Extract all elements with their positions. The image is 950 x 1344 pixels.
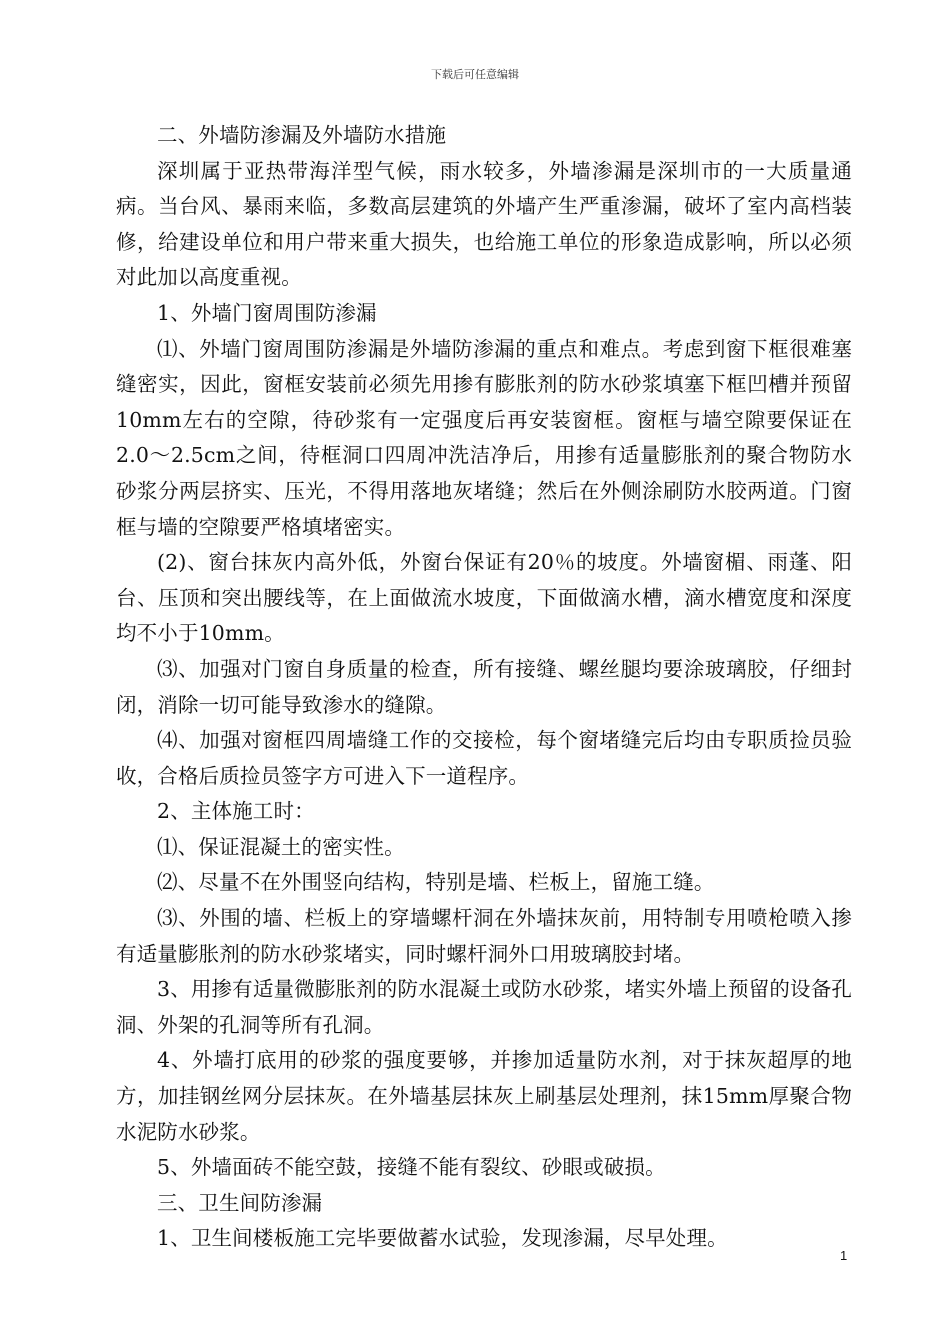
item-2-paragraph: (2)、窗台抹灰内高外低，外窗台保证有20％的坡度。外墙窗楣、雨蓬、阳台、压顶和突出腰线等，在上面做流水坡度，下面做滴水槽，滴水槽宽度和深度均不小于10mm。: [116, 550, 852, 646]
point-4-paragraph: 4、外墙打底用的砂浆的强度要够，并掺加适量防水剂，对于抹灰超厚的地方，加挂钢丝网分层抹灰。在外墙基层抹灰上刷基层处理剂，抹15mm厚聚合物水泥防水砂浆。: [116, 1048, 852, 1144]
item-4-paragraph: ⑷、加强对窗框四周墙缝工作的交接检，每个窗堵缝完后均由专职质捡员验收，合格后质捡员签字方可进入下一道程序。: [116, 728, 852, 788]
page-number: 1: [840, 1248, 848, 1263]
document-body: [116, 118, 852, 1257]
construction-item-3: ⑶、外围的墙、栏板上的穿墙螺杆洞在外墙抹灰前，用特制专用喷枪喷入掺有适量膨胀剂的防水砂浆堵实，同时螺杆洞外口用玻璃胶封堵。: [116, 906, 852, 966]
point-5-paragraph: 5、外墙面砖不能空鼓，接缝不能有裂纹、砂眼或破损。: [157, 1155, 666, 1180]
construction-item-1: ⑴、保证混凝土的密实性。: [157, 834, 405, 859]
subheading-main-construction: 2、主体施工时：: [157, 799, 315, 824]
point-3-paragraph: 3、用掺有适量微膨胀剂的防水混凝土或防水砂浆，堵实外墙上预留的设备孔洞、外架的孔洞等所有孔洞。: [116, 977, 852, 1037]
section-heading-exterior-wall: 二、外墙防渗漏及外墙防水措施: [157, 123, 447, 147]
header-note: 下载后可任意编辑: [431, 68, 519, 81]
intro-paragraph: 深圳属于亚热带海洋型气候，雨水较多，外墙渗漏是深圳市的一大质量通病。当台风、暴雨来临，多数高层建筑的外墙产生严重渗漏，破坏了室内高档装修，给建设单位和用户带来重大损失，也给施工单位的形象造成影响，所以必须对此加以高度重视。: [116, 158, 852, 290]
section-heading-bathroom: 三、卫生间防渗漏: [157, 1190, 323, 1215]
bathroom-item-1: 1、卫生间楼板施工完毕要做蓄水试验，发现渗漏，尽早处理。: [157, 1226, 728, 1251]
subheading-door-window: 1、外墙门窗周围防渗漏: [157, 300, 377, 325]
construction-item-2: ⑵、尽量不在外围竖向结构，特别是墙、栏板上，留施工缝。: [157, 870, 715, 895]
item-1-paragraph: ⑴、外墙门窗周围防渗漏是外墙防渗漏的重点和难点。考虑到窗下框很难塞缝密实，因此，窗框安装前必须先用掺有膨胀剂的防水砂浆填塞下框凹槽并预留10mm左右的空隙，待砂浆有一定强度后再安装窗框。窗框与墙空隙要保证在2.0～2.5cm之间，待框洞口四周冲洗洁净后，用掺有适量膨胀剂的聚合物防水砂浆分两层挤实、压光，不得用落地灰堵缝；然后在外侧涂刷防水胶两道。门窗框与墙的空隙要严格填堵密实。: [116, 336, 852, 539]
item-3-paragraph: ⑶、加强对门窗自身质量的检查，所有接缝、螺丝腿均要涂玻璃胶，仔细封闭，消除一切可能导致渗水的缝隙。: [116, 656, 852, 717]
